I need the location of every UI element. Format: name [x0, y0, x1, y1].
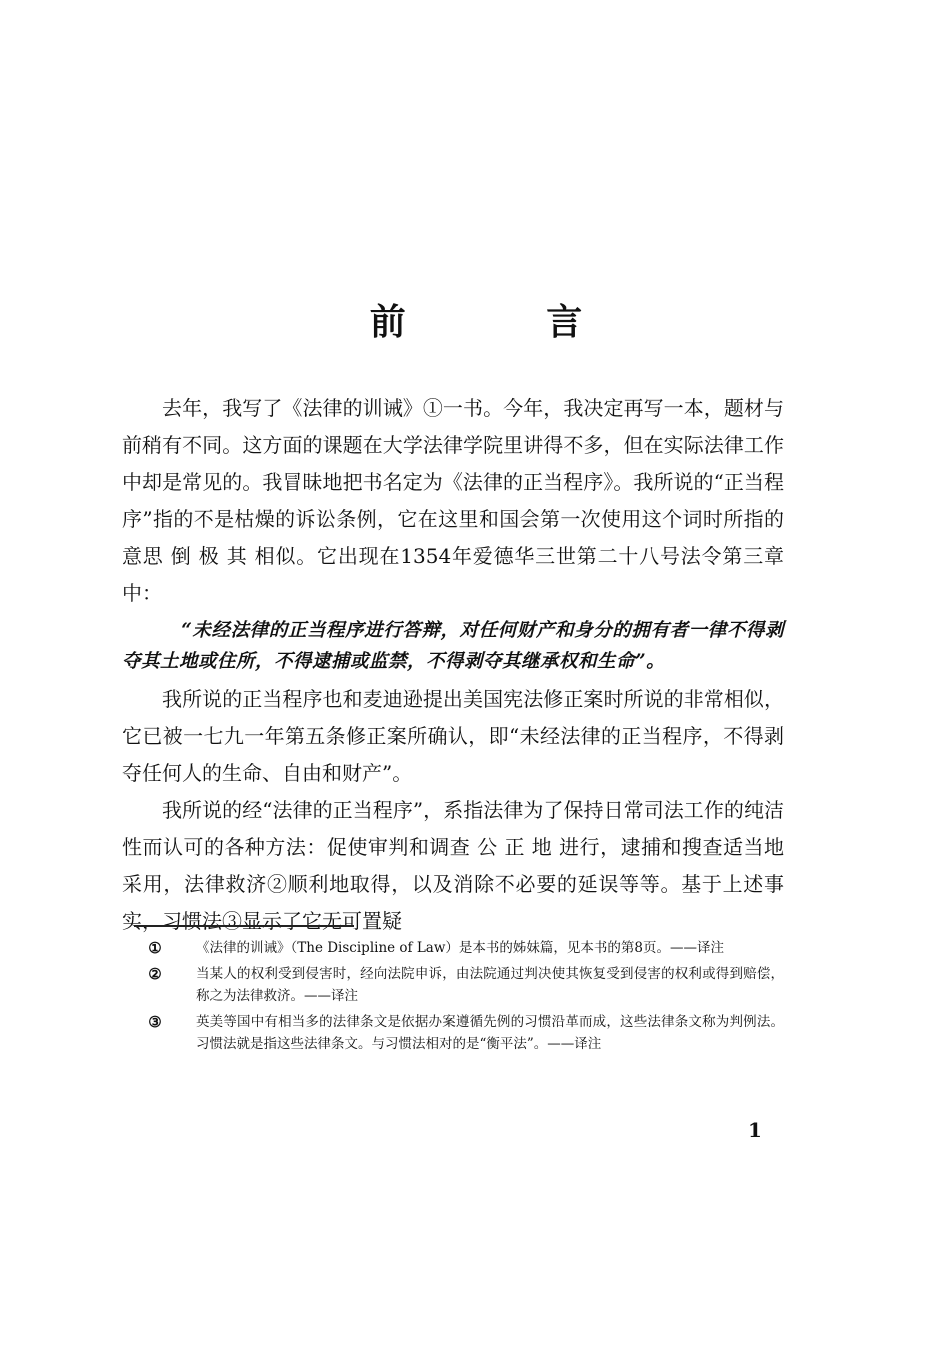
- page-number: 1: [748, 1118, 762, 1142]
- paragraph-2: 我所说的正当程序也和麦迪逊提出美国宪法修正案时所说的非常相似，它已被一七九一年第五条修正案所确认，即“未经法律的正当程序，不得剥夺任何人的生命、自由和财产”。: [122, 687, 784, 785]
- page-title: 前 言: [369, 301, 647, 343]
- footnote-mark: ②: [148, 965, 162, 983]
- footnote-text: 当某人的权利受到侵害时，经向法院申诉，由法院通过判决使其恢复受到侵害的权利或得到赔偿，称之为法律救济。——译注: [196, 966, 784, 1004]
- footnotes: [122, 925, 784, 1059]
- quoted-statute: “未经法律的正当程序进行答辩，对任何财产和身分的拥有者一律不得剥夺其土地或住所，不得逮捕或监禁，不得剥夺其继承权和生命”。: [122, 620, 784, 672]
- body-text: [122, 390, 784, 940]
- footnote-text: 《法律的训诫》（The Discipline of Law）是本书的姊妹篇，见本书的第8页。——译注: [196, 940, 725, 956]
- footnote-1: [122, 937, 784, 959]
- footnote-mark: ①: [148, 939, 162, 957]
- footnote-2: [122, 963, 784, 1007]
- paragraph-1: 去年，我写了《法律的训诫》①一书。今年，我决定再写一本，题材与前稍有不同。这方面的课题在大学法律学院里讲得不多，但在实际法律工作中却是常见的。我冒昧地把书名定为《法律的正当程序》。我所说的“正当程序”指的不是枯燥的诉讼条例，它在这里和国会第一次使用这个词时所指的意思 倒 极 其 相似。它出现在1354年爱德华三世第二十八号法令第三章中：: [122, 396, 784, 605]
- footnote-mark: ③: [148, 1013, 162, 1031]
- paragraph-3: 我所说的经“法律的正当程序”，系指法律为了保持日常司法工作的纯洁性而认可的各种方法：促使审判和调查 公 正 地 进行，逮捕和搜查适当地采用，法律救济②顺利地取得，以及消除不必要的延误等等。基于上述事实，习惯法③显示了它无可置疑: [122, 798, 784, 933]
- footnote-text: 英美等国中有相当多的法律条文是依据办案遵循先例的习惯沿革而成，这些法律条文称为判例法。习惯法就是指这些法律条文。与习惯法相对的是“衡平法”。——译注: [196, 1014, 784, 1052]
- footnote-rule: [134, 925, 354, 927]
- footnote-3: [122, 1011, 784, 1055]
